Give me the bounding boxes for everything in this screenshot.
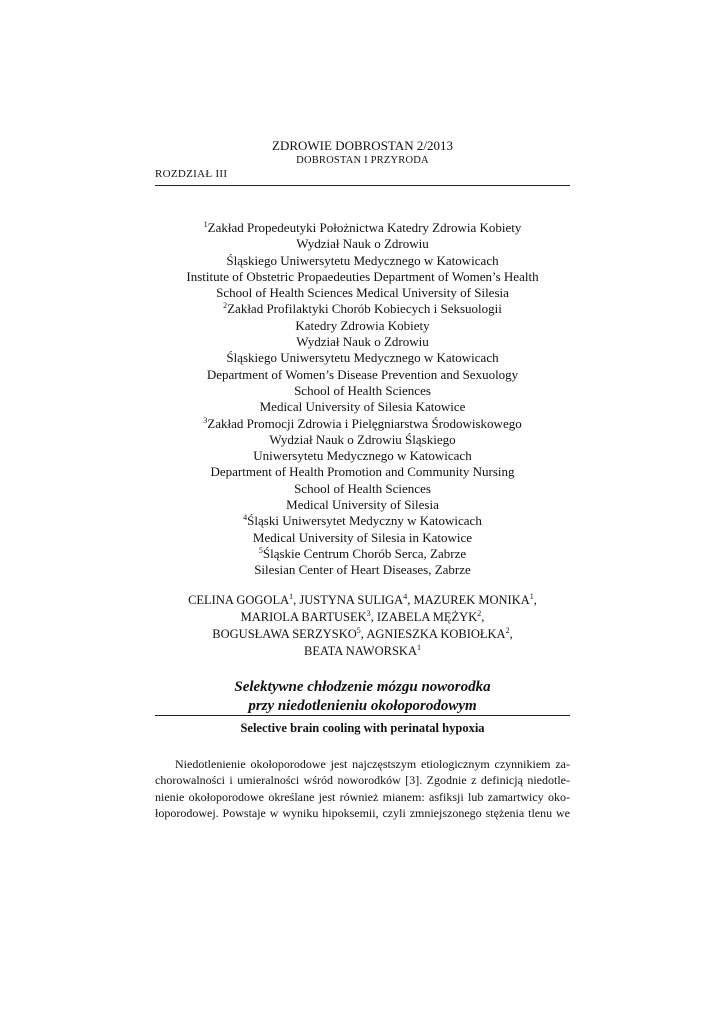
affiliation-superscript: 2 xyxy=(223,301,228,311)
title-polish-line: Selektywne chłodzenie mózgu noworodka xyxy=(234,679,491,695)
author-superscript: 5 xyxy=(356,626,361,635)
author-name: , MAZUREK MONIKA xyxy=(407,593,530,607)
affiliation-line: Śląskiego Uniwersytetu Medycznego w Katowicach xyxy=(226,252,499,268)
affiliation-text: Śląskie Centrum Chorób Serca, Zabrze xyxy=(262,545,467,561)
affiliation-line: Institute of Obstetric Propaedeuties Department of Women’s Health xyxy=(186,268,539,284)
affiliation-line xyxy=(155,546,570,562)
body-line: Niedotlenienie okołoporodowe jest najczęstszym etiologicznym czynnikiem za- xyxy=(175,757,570,771)
author-superscript: 3 xyxy=(366,609,371,618)
affiliation-line: Medical University of Silesia xyxy=(286,497,439,513)
author-line xyxy=(155,592,570,609)
affiliation-line xyxy=(155,301,570,317)
author-superscript: 1 xyxy=(416,643,421,652)
affiliation-line xyxy=(155,513,570,529)
author-separator: , xyxy=(509,627,513,641)
affiliation-line: School of Health Sciences xyxy=(294,480,431,496)
author-line xyxy=(155,643,570,660)
affiliation-line: Wydział Nauk o Zdrowiu Śląskiego xyxy=(269,431,456,447)
body-line: nienie okołoporodowe określane jest również mianem: asfiksji lub zamartwicy oko- xyxy=(155,789,570,804)
author-superscript: 4 xyxy=(403,592,408,601)
affiliation-line: School of Health Sciences Medical University of Silesia xyxy=(216,285,509,301)
affiliation-text: Śląski Uniwersytet Medyczny w Katowicach xyxy=(247,513,482,529)
affiliation-line xyxy=(155,416,570,432)
body-line: łoporodowej. Powstaje w wyniku hipoksemii, czyli zmniejszonego stężenia tlenu we xyxy=(155,805,570,820)
running-head xyxy=(155,137,570,168)
affiliation-line xyxy=(155,220,570,236)
affiliation-line: Katedry Zdrowia Kobiety xyxy=(295,317,430,333)
affiliation-line: School of Health Sciences xyxy=(294,382,431,398)
author-name: , JUSTYNA SULIGA xyxy=(293,593,404,607)
affiliation-text: Zakład Propedeutyki Położnictwa Katedry Zdrowia Kobiety xyxy=(207,220,522,235)
title-english: Selective brain cooling with perinatal hypoxia xyxy=(240,721,485,735)
chapter-label: ROZDZIAŁ III xyxy=(155,168,228,180)
author-name: BEATA NAWORSKA xyxy=(304,644,417,658)
author-superscript: 2 xyxy=(477,609,482,618)
affiliations-block xyxy=(155,220,570,579)
affiliation-line: Śląskiego Uniwersytetu Medycznego w Katowicach xyxy=(226,350,499,366)
journal-title: ZDROWIE DOBROSTAN 2/2013 xyxy=(272,138,453,153)
author-name: BOGUSŁAWA SERZYSKO xyxy=(212,627,357,641)
affiliation-superscript: 4 xyxy=(243,513,248,523)
author-superscript: 1 xyxy=(289,592,294,601)
affiliation-text: Zakład Promocji Zdrowia i Pielęgniarstwa Środowiskowego xyxy=(207,415,522,431)
affiliation-line: Medical University of Silesia Katowice xyxy=(259,399,466,415)
author-superscript: 1 xyxy=(529,592,534,601)
section-name: DOBROSTAN I PRZYRODA xyxy=(296,155,429,166)
body-line: chorowalności i umieralności wśród noworodków [3]. Zgodnie z definicją niedotle- xyxy=(155,773,570,788)
affiliation-line: Wydział Nauk o Zdrowiu xyxy=(296,334,429,350)
affiliation-superscript: 1 xyxy=(203,220,208,229)
affiliation-line: Uniwersytetu Medycznego w Katowicach xyxy=(253,448,472,464)
affiliation-line: Department of Women’s Disease Prevention and Sexuology xyxy=(206,366,519,382)
affiliation-line: Wydział Nauk o Zdrowiu xyxy=(296,236,429,252)
author-line xyxy=(155,626,570,643)
author-name: CELINA GOGOLA xyxy=(188,593,290,607)
affiliation-line: Medical University of Silesia in Katowice xyxy=(252,529,473,545)
affiliation-superscript: 5 xyxy=(258,545,263,555)
affiliation-line: Department of Health Promotion and Community Nursing xyxy=(210,464,515,480)
body-paragraph xyxy=(155,756,570,821)
author-line xyxy=(155,609,570,626)
article-title xyxy=(155,678,570,716)
affiliation-line: Silesian Center of Heart Diseases, Zabrze xyxy=(254,562,471,578)
author-superscript: 2 xyxy=(505,626,510,635)
title-polish-line: przy niedotlenieniu okołoporodowym xyxy=(248,698,477,714)
affiliation-text: Zakład Profilaktyki Chorób Kobiecych i Seksuologii xyxy=(227,301,502,317)
author-name: MARIOLA BARTUSEK xyxy=(240,610,367,624)
title-rule xyxy=(155,715,570,716)
header-rule xyxy=(155,185,570,186)
affiliation-superscript: 3 xyxy=(203,415,208,425)
author-separator: , xyxy=(533,593,537,607)
authors-block xyxy=(155,592,570,660)
author-name: , IZABELA MĘŻYK xyxy=(370,610,478,624)
author-separator: , xyxy=(481,610,485,624)
author-name: , AGNIESZKA KOBIOŁKA xyxy=(360,627,506,641)
